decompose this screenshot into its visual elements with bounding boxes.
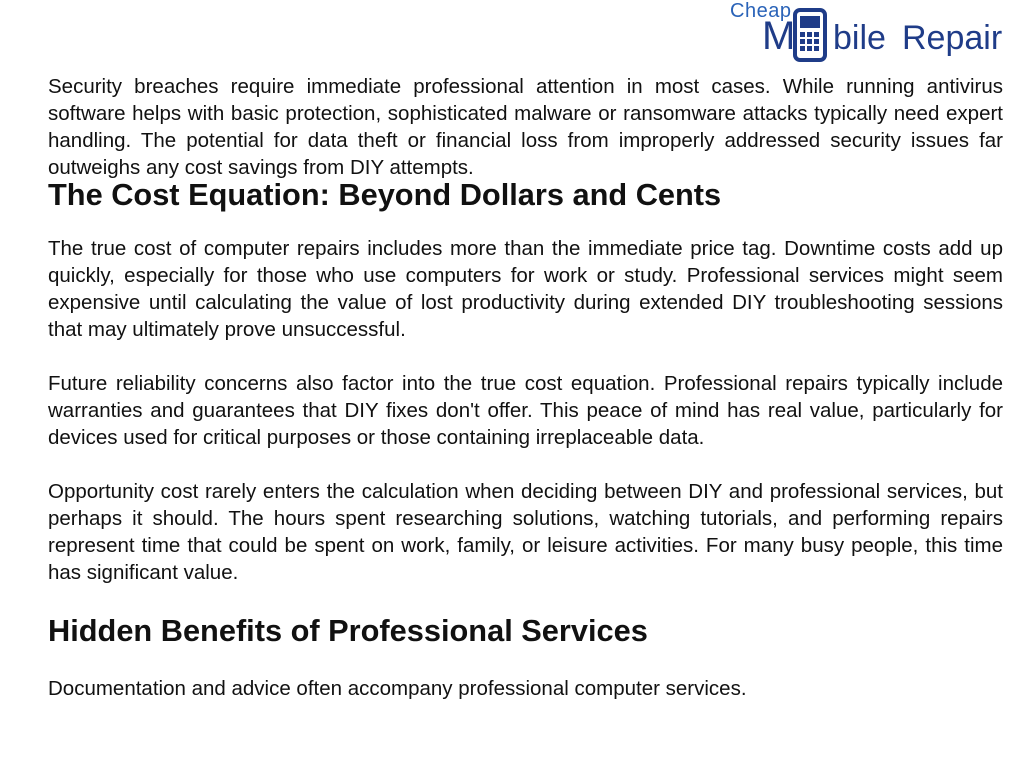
logo-m-letter: M xyxy=(762,14,796,58)
logo-repair-text: Repair xyxy=(902,19,1003,57)
paragraph-documentation: Documentation and advice often accompany professional computer services. xyxy=(48,677,747,700)
paragraph-true-cost: The true cost of computer repairs includes more than the immediate price tag. Downtime costs add up quickly, especially for those who use computers for work or study. Professional services might seem expensive until calculating the value of lost productivity during extended DIY troubleshooting sessions that may ultimately prove unsuccessful. xyxy=(48,237,1003,341)
paragraph-spacer xyxy=(48,208,1003,235)
heading-cost-equation: The Cost Equation: Beyond Dollars and Cents xyxy=(48,177,722,212)
paragraph-spacer xyxy=(48,644,1003,675)
paragraph-opportunity-cost: Opportunity cost rarely enters the calculation when deciding between DIY and professional services, but perhaps it should. The hours spent researching solutions, watching tutorials, and performing repairs represent time that could be spent on work, family, or leisure activities. For many busy people, this time has significant value. xyxy=(48,480,1003,584)
paragraph-spacer xyxy=(48,451,1003,478)
cheap-mobile-repair-logo xyxy=(722,0,1014,66)
article-body xyxy=(48,73,1003,702)
paragraph-future-reliability: Future reliability concerns also factor into the true cost equation. Professional repairs typically include warranties and guarantees that DIY fixes don't offer. This peace of mind has real value, particularly for devices used for critical purposes or those containing irreplaceable data. xyxy=(48,372,1003,449)
paragraph-spacer xyxy=(48,343,1003,370)
logo-bile-text: bile xyxy=(833,19,886,57)
paragraph-security: Security breaches require immediate professional attention in most cases. While running antivirus software helps with basic protection, sophisticated malware or ransomware attacks typically need expert handling. The potential for data theft or financial loss from improperly addressed security issues far outweighs any cost savings from DIY attempts. xyxy=(48,75,1003,179)
heading-hidden-benefits: Hidden Benefits of Professional Services xyxy=(48,613,648,648)
mobile-phone-icon xyxy=(795,10,825,60)
logo-cheap-text: Cheap xyxy=(730,0,792,22)
